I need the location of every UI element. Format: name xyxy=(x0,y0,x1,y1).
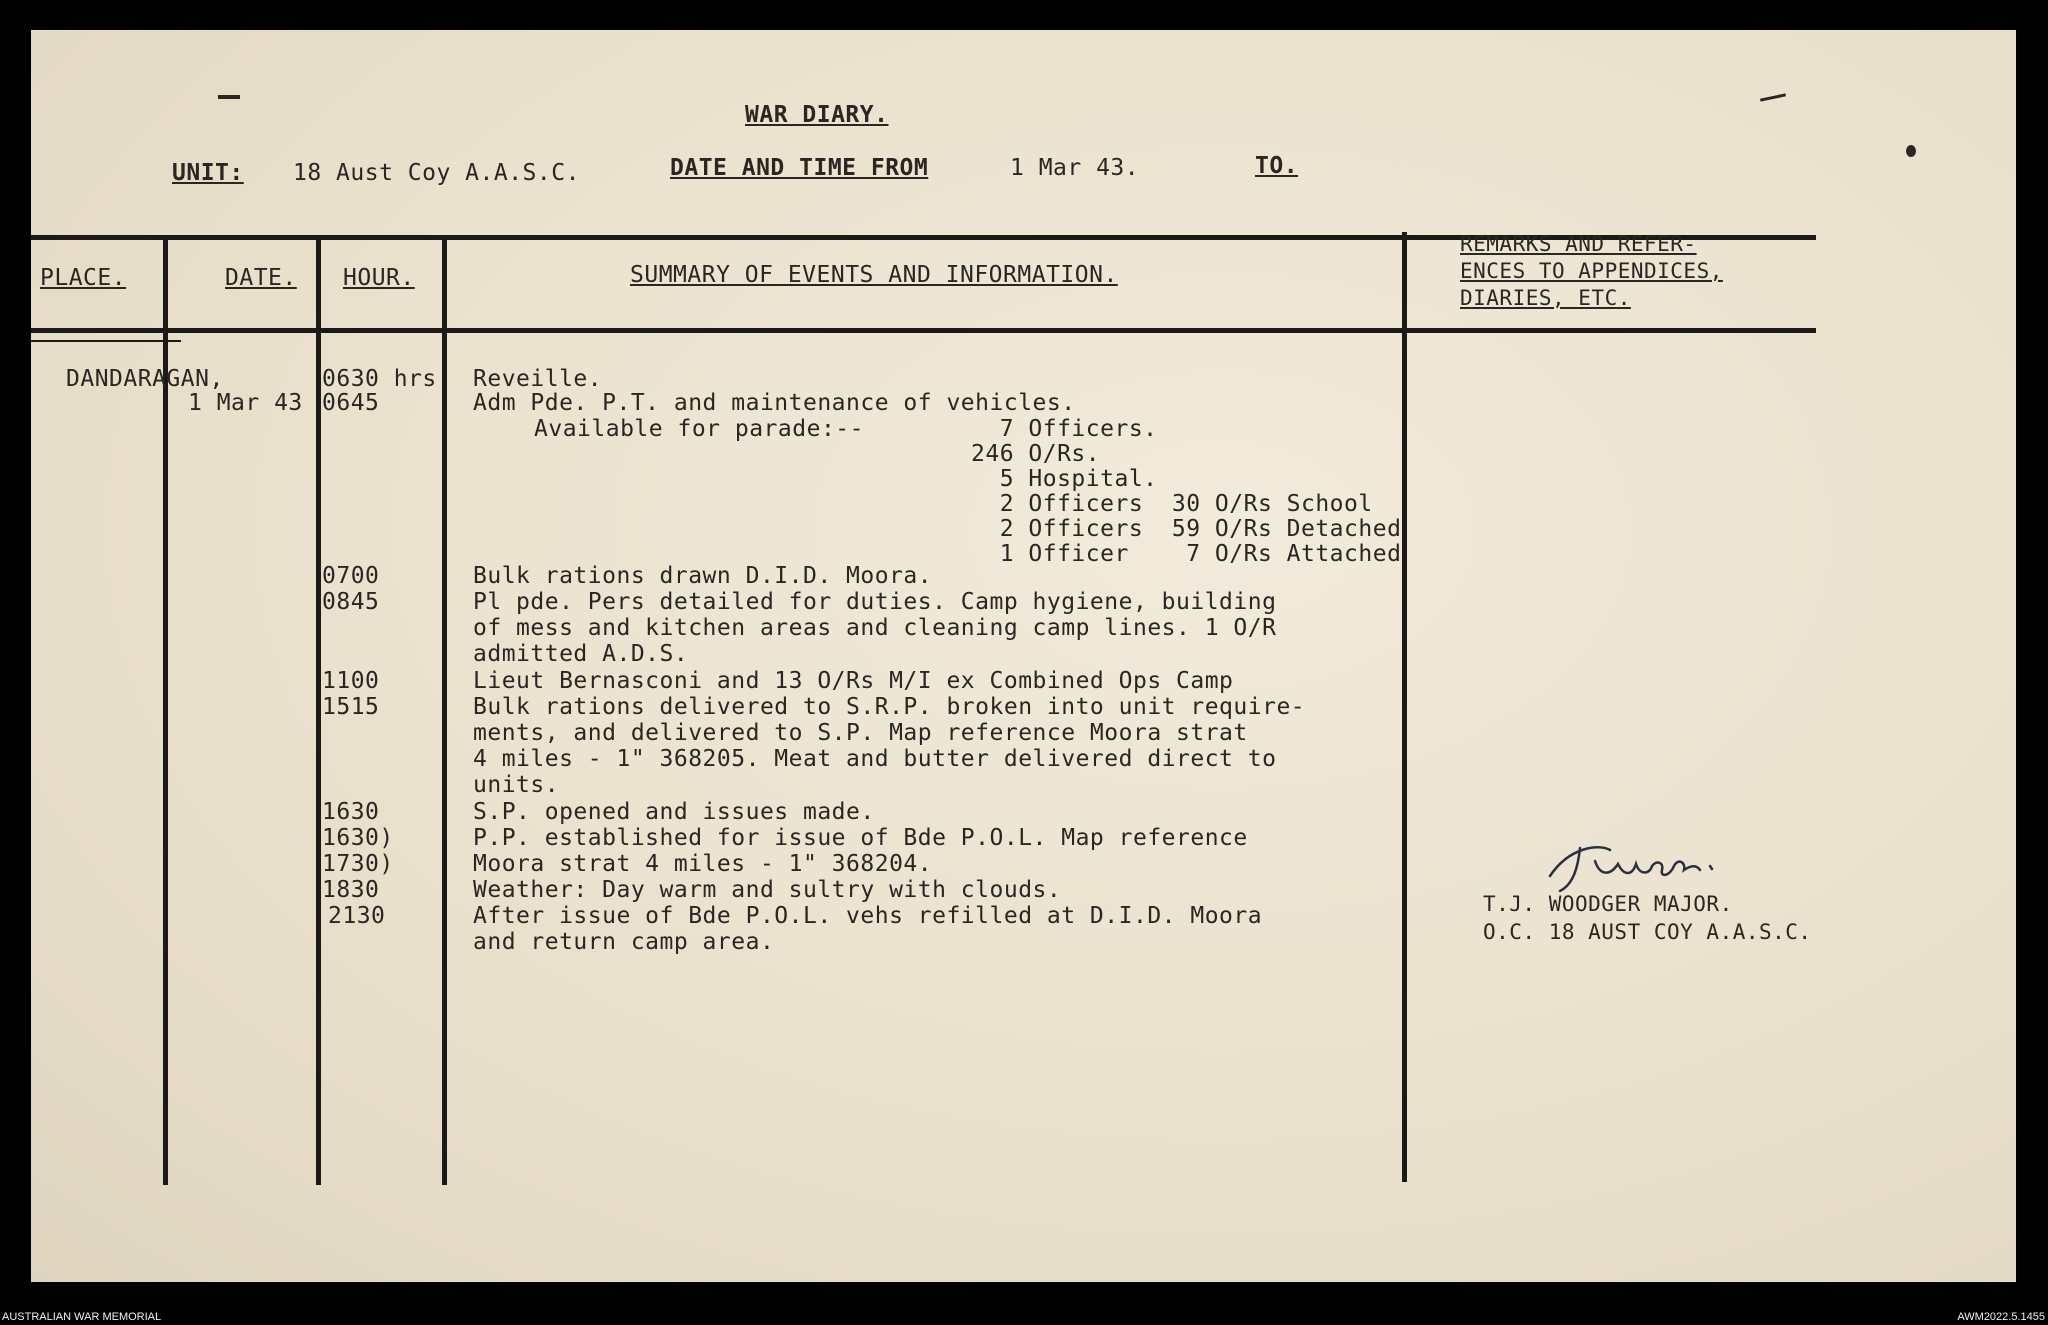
summary-line: and return camp area. xyxy=(473,929,775,955)
date-from: 1 Mar 43. xyxy=(1010,155,1140,181)
summary-line: Lieut Bernasconi and 13 O/Rs M/I ex Combined Ops Camp xyxy=(473,668,1234,694)
parade-line: 7 Officers. xyxy=(971,416,1158,442)
summary-line: Reveille. xyxy=(473,366,603,392)
summary-line: 4 miles - 1" 368205. Meat and butter delivered direct to xyxy=(473,746,1277,772)
parade-line: 246 O/Rs. xyxy=(971,441,1101,467)
hour-cell: 1630 xyxy=(322,799,380,825)
parade-line: 1 Officer 7 O/Rs Attached xyxy=(971,541,1402,567)
column-header-summary: SUMMARY OF EVENTS AND INFORMATION. xyxy=(630,262,1118,288)
ink-mark xyxy=(218,95,240,99)
summary-line: units. xyxy=(473,772,560,798)
parade-line: 2 Officers 59 O/Rs Detached xyxy=(971,516,1402,542)
summary-line: Bulk rations drawn D.I.D. Moora. xyxy=(473,563,933,589)
punch-hole-mark xyxy=(1906,145,1916,157)
column-header-date: DATE. xyxy=(225,265,297,291)
hour-cell: 0700 xyxy=(322,563,380,589)
summary-line: ments, and delivered to S.P. Map reference Moora strat xyxy=(473,720,1248,746)
footer-reference: AWM2022.5.1455 xyxy=(1957,1311,2045,1323)
parade-line: 2 Officers 30 O/Rs School xyxy=(971,491,1373,517)
column-header-remarks: DIARIES, ETC. xyxy=(1460,286,1631,310)
entry-date: 1 Mar 43 xyxy=(188,390,303,416)
table-header-rule-2 xyxy=(31,340,181,342)
hour-cell: 1100 xyxy=(322,668,380,694)
table-header-rule xyxy=(31,328,1816,333)
entry-place: DANDARAGAN, xyxy=(66,366,224,392)
hour-cell: 2130 xyxy=(328,903,386,929)
unit-value: 18 Aust Coy A.A.S.C. xyxy=(293,160,580,186)
summary-line: Pl pde. Pers detailed for duties. Camp hygiene, building xyxy=(473,589,1277,615)
signature-name: T.J. WOODGER MAJOR. xyxy=(1483,892,1733,916)
summary-line: Moora strat 4 miles - 1" 368204. xyxy=(473,851,933,877)
parade-line: 5 Hospital. xyxy=(971,466,1158,492)
handwritten-signature xyxy=(1540,836,1740,896)
diary-title: WAR DIARY. xyxy=(745,102,889,128)
column-header-remarks: REMARKS AND REFER- xyxy=(1460,232,1697,256)
summary-line: Bulk rations delivered to S.R.P. broken into unit require- xyxy=(473,694,1306,720)
column-divider xyxy=(442,235,447,1185)
summary-line: P.P. established for issue of Bde P.O.L. Map reference xyxy=(473,825,1248,851)
footer-credit: AUSTRALIAN WAR MEMORIAL xyxy=(2,1311,162,1323)
summary-line: After issue of Bde P.O.L. vehs refilled at D.I.D. Moora xyxy=(473,903,1263,929)
summary-line: Available for parade:-- xyxy=(534,416,864,442)
hour-cell: 1630) xyxy=(322,825,394,851)
summary-line: S.P. opened and issues made. xyxy=(473,799,875,825)
document-page xyxy=(31,30,2016,1282)
to-label: TO. xyxy=(1255,153,1299,179)
hour-cell: 1515 xyxy=(322,694,380,720)
hour-cell: 0630 hrs xyxy=(322,366,437,392)
date-time-label: DATE AND TIME FROM xyxy=(670,155,929,181)
column-divider xyxy=(1402,232,1407,1182)
hour-cell: 1830 xyxy=(322,877,380,903)
column-header-remarks: ENCES TO APPENDICES, xyxy=(1460,259,1723,283)
hour-cell: 0845 xyxy=(322,589,380,615)
column-divider xyxy=(316,235,321,1185)
summary-line: of mess and kitchen areas and cleaning camp lines. 1 O/R xyxy=(473,615,1277,641)
column-header-hour: HOUR. xyxy=(343,265,415,291)
summary-line: admitted A.D.S. xyxy=(473,641,689,667)
hour-cell: 1730) xyxy=(322,851,394,877)
signature-title: O.C. 18 AUST COY A.A.S.C. xyxy=(1483,920,1812,944)
column-header-place: PLACE. xyxy=(40,265,127,291)
hour-cell: 0645 xyxy=(322,390,380,416)
summary-line: Weather: Day warm and sultry with clouds. xyxy=(473,877,1062,903)
summary-line: Adm Pde. P.T. and maintenance of vehicles. xyxy=(473,390,1076,416)
unit-label: UNIT: xyxy=(172,160,244,186)
